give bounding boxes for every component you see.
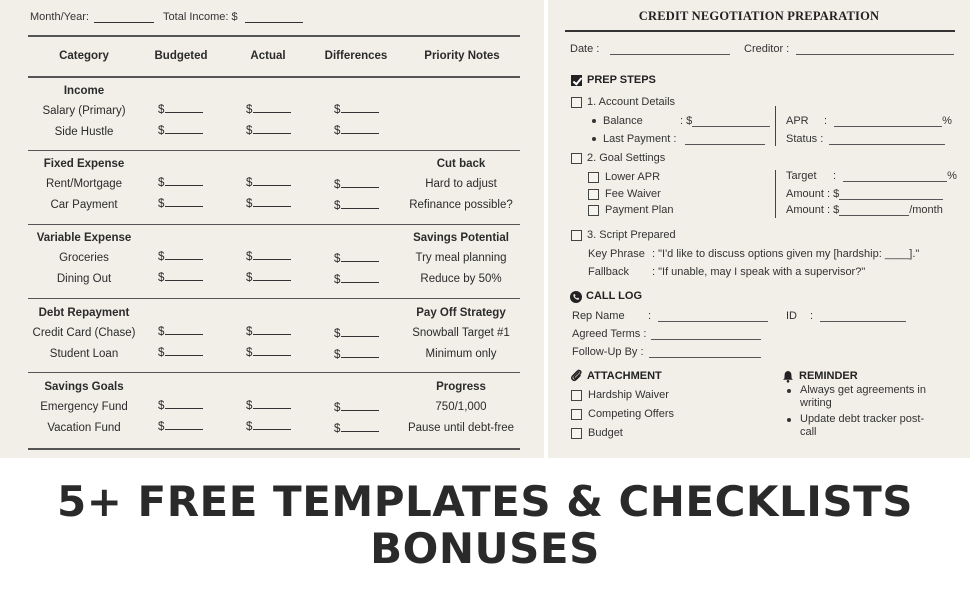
amount1-field[interactable] [786, 188, 943, 200]
row-note: Snowball Target #1 [412, 327, 510, 339]
section-rule [28, 150, 520, 151]
row-note: Minimum only [425, 348, 497, 360]
prep-steps-title: PREP STEPS [587, 74, 656, 86]
amount-field[interactable]: $ [334, 125, 379, 137]
last-payment-row [592, 133, 676, 145]
section-title: Fixed Expense [43, 158, 125, 170]
prep-steps-checkbox[interactable] [571, 75, 582, 86]
step2-divider [775, 170, 776, 218]
apr-field[interactable] [824, 115, 952, 127]
section-rule [28, 372, 520, 373]
row-note: Hard to adjust [425, 178, 497, 190]
competing-offers-checkbox[interactable] [571, 409, 582, 420]
row-label: Dining Out [56, 273, 112, 285]
amount-field[interactable]: $ [334, 253, 379, 265]
total-income-blank[interactable] [245, 12, 303, 23]
fallback-label: Fallback [588, 266, 629, 278]
reminder-title: REMINDER [799, 370, 858, 382]
bullet [592, 137, 596, 141]
bullet [787, 389, 791, 393]
amount-field[interactable]: $ [158, 326, 203, 338]
headline-line-1: 5+ FREE TEMPLATES & CHECKLISTS [56, 477, 914, 526]
amount-field[interactable]: $ [246, 125, 291, 137]
balance-field[interactable] [680, 115, 770, 127]
balance-row [592, 115, 643, 127]
target-label: Target [786, 170, 817, 182]
amount-field[interactable]: $ [246, 326, 291, 338]
reminder-item-2 [791, 413, 924, 439]
step3-label: 3. Script Prepared [587, 229, 676, 241]
agreed-terms-label: Agreed Terms : [572, 328, 647, 340]
amount-field[interactable]: $ [158, 198, 203, 210]
step2-checkbox[interactable] [571, 153, 582, 164]
amount-field[interactable]: $ [158, 104, 203, 116]
id-field[interactable] [810, 310, 906, 322]
fee-waiver-label: Fee Waiver [605, 188, 661, 200]
row-label: Groceries [59, 252, 109, 264]
month-year-label: Month/Year: [30, 11, 89, 23]
column-header: Actual [250, 50, 286, 62]
lower-apr-label: Lower APR [605, 171, 661, 183]
total-income-label: Total Income: $ [163, 11, 238, 23]
reminder-item-1 [791, 384, 926, 410]
reminder-2-line-2: call [800, 426, 817, 438]
rep-name-field[interactable] [648, 310, 768, 322]
budget-attachment-label: Budget [588, 427, 623, 439]
column-header: Budgeted [154, 50, 208, 62]
amount-field[interactable]: $ [158, 177, 203, 189]
creditor-blank[interactable] [796, 43, 954, 55]
negotiation-title: CREDIT NEGOTIATION PREPARATION [638, 9, 880, 23]
amount-field[interactable]: $ [246, 400, 291, 412]
apr-percent: % [942, 115, 952, 127]
row-label: Salary (Primary) [42, 105, 126, 117]
status-label: Status : [786, 133, 824, 145]
section-rule [28, 224, 520, 225]
rep-name-label: Rep Name [572, 310, 625, 322]
step2-label: 2. Goal Settings [587, 152, 666, 164]
column-header: Category [59, 50, 109, 62]
balance-label: Balance [603, 115, 643, 127]
negotiation-sheet [548, 0, 970, 458]
amount-field[interactable]: $ [334, 274, 379, 286]
id-label: ID [786, 310, 797, 322]
reminder-1-line-1: Always get agreements in [800, 384, 926, 396]
amount-field[interactable]: $ [334, 328, 379, 340]
creditor-label: Creditor : [744, 43, 790, 55]
section-note: Pay Off Strategy [416, 307, 506, 319]
reminder-1-line-2: writing [800, 397, 832, 409]
column-header: Differences [324, 50, 388, 62]
section-note: Cut back [436, 158, 486, 170]
budget-sheet [0, 0, 544, 458]
row-note: 750/1,000 [435, 401, 487, 413]
amount-field[interactable]: $ [158, 421, 203, 433]
target-percent: % [947, 170, 957, 182]
bullet [592, 119, 596, 123]
key-phrase-text: : "I'd like to discuss options given my [hardship: ____]." [652, 248, 920, 260]
month-year-blank[interactable] [94, 12, 154, 23]
amount-field[interactable]: $ [334, 423, 379, 435]
date-label: Date : [570, 43, 600, 55]
payment-plan-label: Payment Plan [605, 204, 674, 216]
bullet [787, 418, 791, 422]
section-rule [28, 448, 520, 450]
target-colon: : [833, 170, 837, 182]
amount-field[interactable]: $ [158, 347, 203, 359]
agreed-terms-field[interactable] [572, 328, 761, 340]
header-bottom-rule [28, 76, 520, 78]
amount2-label: Amount : $ [786, 204, 840, 216]
headline-line-2: BONUSES [370, 524, 600, 573]
section-title: Income [63, 85, 105, 97]
row-label: Student Loan [49, 348, 119, 360]
title-rule [565, 30, 955, 32]
bonus-headline [0, 478, 970, 572]
section-title: Variable Expense [36, 232, 132, 244]
amount-field[interactable]: $ [246, 421, 291, 433]
amount-field[interactable]: $ [158, 125, 203, 137]
amount-field[interactable]: $ [334, 200, 379, 212]
step1-label: 1. Account Details [587, 96, 676, 108]
amount-field[interactable]: $ [158, 272, 203, 284]
fee-waiver-checkbox[interactable] [588, 189, 599, 200]
amount-field[interactable]: $ [246, 272, 291, 284]
section-note: Progress [436, 381, 486, 393]
row-label: Credit Card (Chase) [32, 327, 136, 339]
row-label: Vacation Fund [47, 422, 121, 434]
fallback-text: : "If unable, may I speak with a supervisor?" [652, 266, 866, 278]
follow-up-label: Follow-Up By : [572, 346, 644, 358]
amount-field[interactable]: $ [334, 402, 379, 414]
amount-field[interactable]: $ [246, 198, 291, 210]
section-rule [28, 298, 520, 299]
status-blank[interactable] [829, 133, 945, 145]
row-note: Try meal planning [415, 252, 507, 264]
target-field[interactable] [833, 170, 957, 182]
amount-field[interactable]: $ [246, 251, 291, 263]
row-note: Refinance possible? [409, 199, 513, 211]
amount-field[interactable]: $ [158, 400, 203, 412]
column-header: Priority Notes [424, 50, 500, 62]
last-payment-blank[interactable] [685, 133, 765, 145]
amount2-field[interactable] [786, 204, 943, 216]
budget-checkbox[interactable] [571, 428, 582, 439]
section-note: Savings Potential [413, 232, 509, 244]
phone-icon [570, 291, 582, 303]
step1-divider [775, 106, 776, 146]
balance-prefix: : $ [680, 115, 693, 127]
hardship-waiver-label: Hardship Waiver [588, 389, 669, 401]
rep-colon: : [648, 310, 652, 322]
payment-plan-checkbox[interactable] [588, 205, 599, 216]
apr-colon: : [824, 115, 828, 127]
apr-label: APR [786, 115, 809, 127]
row-label: Rent/Mortgage [45, 178, 123, 190]
call-log-title: CALL LOG [586, 290, 643, 302]
amount-field[interactable]: $ [246, 177, 291, 189]
step1-checkbox[interactable] [571, 97, 582, 108]
row-note: Reduce by 50% [420, 273, 502, 285]
id-colon: : [810, 310, 814, 322]
amount-field[interactable]: $ [334, 104, 379, 116]
date-blank[interactable] [610, 43, 730, 55]
section-title: Debt Repayment [38, 307, 130, 319]
paperclip-icon [570, 369, 583, 387]
amount1-label: Amount : $ [786, 188, 840, 200]
table-top-rule [28, 35, 520, 37]
step3-checkbox[interactable] [571, 230, 582, 241]
key-phrase-label: Key Phrase [588, 248, 645, 260]
amount-field[interactable]: $ [246, 347, 291, 359]
lower-apr-checkbox[interactable] [588, 172, 599, 183]
amount-field[interactable]: $ [246, 104, 291, 116]
follow-up-field[interactable] [572, 346, 761, 358]
section-title: Savings Goals [44, 381, 124, 393]
row-note: Pause until debt-free [407, 422, 515, 434]
per-month-label: /month [909, 204, 943, 216]
budget-header-line [30, 11, 303, 23]
row-label: Side Hustle [54, 126, 114, 138]
row-label: Emergency Fund [40, 401, 128, 413]
amount-field[interactable]: $ [158, 251, 203, 263]
amount-field[interactable]: $ [334, 349, 379, 361]
reminder-2-line-1: Update debt tracker post- [800, 413, 925, 425]
last-payment-label: Last Payment : [603, 133, 677, 145]
row-label: Car Payment [50, 199, 118, 211]
competing-offers-label: Competing Offers [588, 408, 675, 420]
attachment-title: ATTACHMENT [587, 370, 662, 382]
hardship-waiver-checkbox[interactable] [571, 390, 582, 401]
amount-field[interactable]: $ [334, 179, 379, 191]
